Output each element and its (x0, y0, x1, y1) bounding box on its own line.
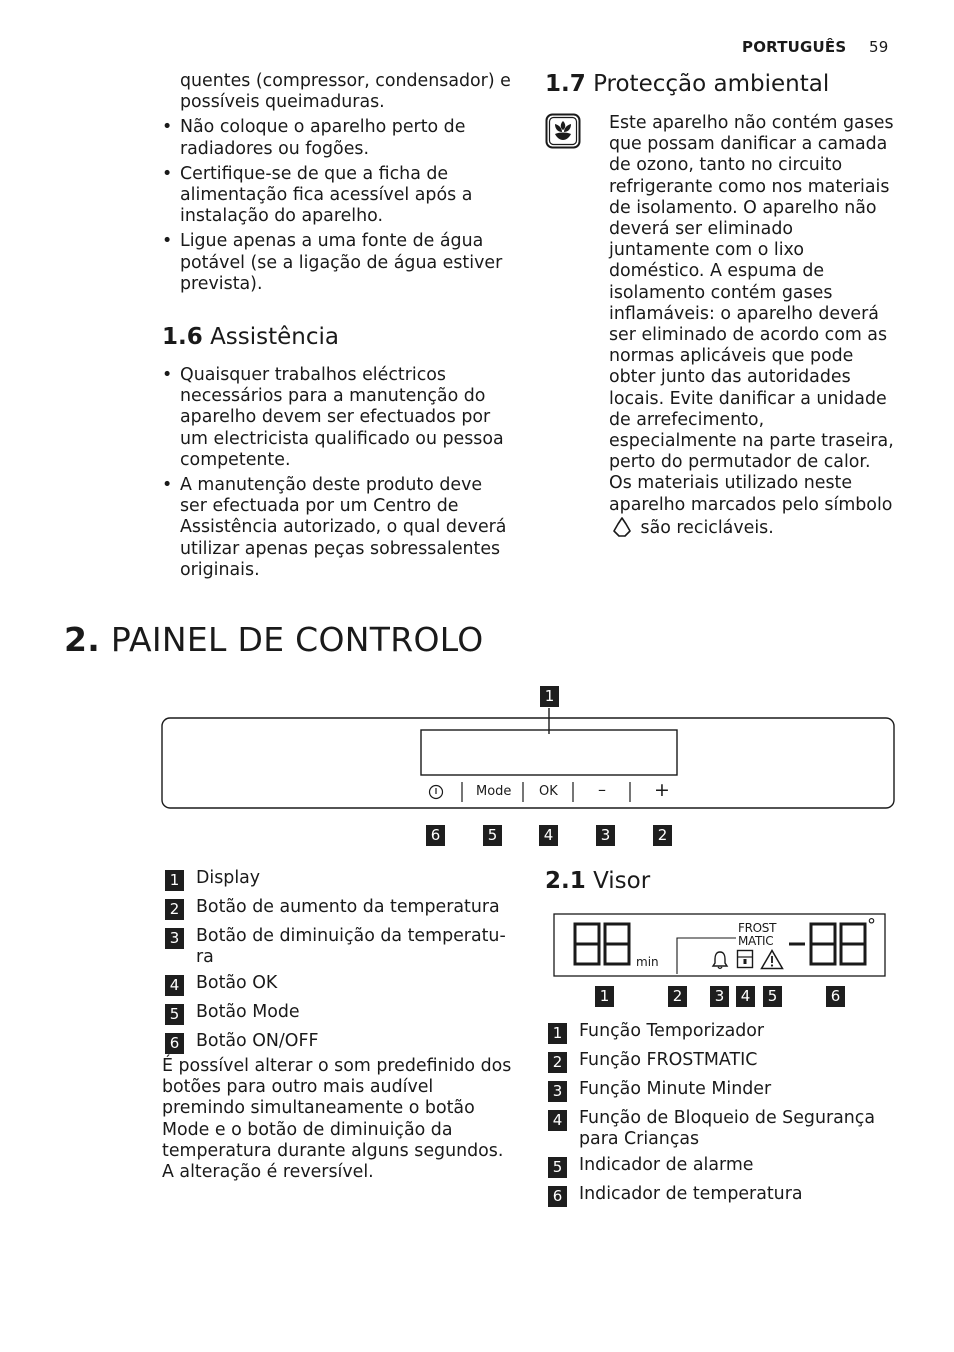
legend-item (165, 1002, 300, 1025)
bullet-item: • Quaisquer trabalhos eléctricos necessários para a manutenção do aparelho devem ser efectuados por um electricista qualificado ou pessoa competente. (162, 365, 514, 471)
section-number: 1.7 (545, 71, 586, 97)
legend-label: Indicador de temperatura (579, 1184, 803, 1204)
section-title: Assistência (210, 324, 340, 350)
legend-label-line: para Crianças (579, 1129, 700, 1149)
warning-icon (760, 949, 784, 974)
display-callout: 5 (763, 986, 782, 1007)
display-legend-item (548, 1155, 754, 1178)
legend-number: 1 (165, 870, 184, 891)
chapter-title: PAINEL DE CONTROLO (110, 620, 484, 659)
lock-icon (736, 949, 754, 973)
power-icon[interactable] (428, 784, 444, 800)
section-1-7-heading (545, 70, 829, 98)
section-1-6-heading (162, 323, 339, 351)
display-callout: 2 (668, 986, 687, 1007)
legend-label-line: Botão de diminuição da temperatu- (196, 926, 506, 946)
legend-number: 1 (548, 1023, 567, 1044)
legend-number: 2 (548, 1052, 567, 1073)
eco-flower-icon (545, 113, 581, 149)
degree-symbol: ° (867, 915, 876, 936)
display-callout: 4 (736, 986, 755, 1007)
minus-button[interactable]: – (598, 780, 606, 799)
environment-text: Este aparelho não contém gases que possam danificar a camada de ozono, tanto no circuito refrigerante como nos materiais de isolamento. O aparelho não deverá ser eliminado juntamente com o lixo doméstico. A espuma de isolamento contém gases inflamáveis: o aparelho deverá ser eliminado de acordo com as normas aplicáveis que pode obter junto das autoridades locais. Evite danificar a unidade de arrefecimento, especialmente na parte traseira, perto do permutador de calor. Os materiais utilizado neste aparelho marcados pelo símbolo (609, 113, 894, 515)
chapter-number: 2. (64, 620, 101, 659)
legend-item (165, 1031, 318, 1054)
display-legend-item (548, 1079, 771, 1102)
plus-button[interactable]: + (654, 779, 670, 801)
bullet-item: • Não coloque o aparelho perto de radiadores ou fogões. (162, 117, 514, 159)
legend-label: Botão OK (196, 973, 278, 993)
min-label: min (636, 955, 659, 969)
callout-display: 1 (540, 686, 559, 707)
legend-label: Botão ON/OFF (196, 1031, 319, 1051)
display-legend-item (548, 1021, 764, 1044)
control-panel-diagram (160, 686, 896, 850)
callout-minus: 3 (596, 825, 615, 846)
legend-item (165, 926, 506, 968)
display-legend-item (548, 1050, 757, 1073)
legend-number: 2 (165, 899, 184, 920)
matic-label: MATIC (738, 934, 774, 948)
callout-plus: 2 (653, 825, 672, 846)
legend-item (165, 973, 277, 996)
section-1-6-bullets (162, 365, 514, 581)
chapter-heading (64, 620, 484, 659)
section-number: 2.1 (545, 868, 586, 894)
panel-note: É possível alterar o som predefinido dos botões para outro mais audível premindo simultaneamente o botão Mode e o botão de diminuição da temperatura durante alguns segundos. A alteração é reversível. (162, 1056, 512, 1183)
display-callout: 3 (710, 986, 729, 1007)
callout-mode: 5 (483, 825, 502, 846)
display-diagram (553, 912, 887, 1012)
legend-label: Função Temporizador (579, 1021, 765, 1041)
frost-label: FROST (738, 921, 777, 935)
section-1-6-body (162, 365, 514, 585)
legend-label (579, 1108, 875, 1150)
section-2-1-heading (545, 867, 650, 895)
display-legend-item (548, 1184, 803, 1207)
recycle-icon (611, 516, 633, 544)
legend-label: Botão Mode (196, 1002, 300, 1022)
section-1-7-text (609, 113, 894, 544)
display-legend-item (548, 1108, 875, 1150)
section-title: Visor (593, 868, 651, 894)
legend-label: Função FROSTMATIC (579, 1050, 758, 1070)
bullet-item: • A manutenção deste produto deve ser efectuada por um Centro de Assistência autorizado, o qual deverá utilizar apenas peças sobressalentes originais. (162, 475, 514, 581)
legend-number: 6 (165, 1033, 184, 1054)
legend-item (165, 868, 260, 891)
callout-on-off: 6 (426, 825, 445, 846)
legend-number: 6 (548, 1186, 567, 1207)
legend-label: Display (196, 868, 261, 888)
legend-number: 3 (165, 928, 184, 949)
legend-number: 5 (165, 1004, 184, 1025)
legend-label-line: ra (196, 947, 214, 967)
continuation-text: quentes (compressor, condensador) e possíveis queimaduras. (180, 71, 511, 113)
legend-number: 4 (548, 1110, 567, 1131)
ok-button[interactable]: OK (539, 784, 558, 799)
legend-label-line: Função de Bloqueio de Segurança (579, 1108, 876, 1128)
header-language: PORTUGUÊS (742, 38, 847, 56)
page-number: 59 (869, 38, 889, 56)
legend-item (165, 897, 500, 920)
legend-number: 3 (548, 1081, 567, 1102)
display-callout: 1 (595, 986, 614, 1007)
environment-text-end: são recicláveis. (640, 517, 774, 538)
legend-label: Botão de aumento da temperatura (196, 897, 500, 917)
bullet-item: • Certifique-se de que a ficha de alimentação fica acessível após a instalação do aparelho. (162, 164, 514, 228)
legend-label (196, 926, 506, 968)
display-callout: 6 (826, 986, 845, 1007)
bell-icon (711, 950, 729, 974)
legend-number: 4 (165, 975, 184, 996)
left-top-bullets (162, 117, 514, 295)
section-number: 1.6 (162, 324, 203, 350)
legend-label: Indicador de alarme (579, 1155, 754, 1175)
section-title: Protecção ambiental (593, 71, 830, 97)
legend-number: 5 (548, 1157, 567, 1178)
left-top-column (162, 71, 514, 299)
callout-ok: 4 (539, 825, 558, 846)
legend-label: Função Minute Minder (579, 1079, 772, 1099)
bullet-item: • Ligue apenas a uma fonte de água potável (se a ligação de água estiver prevista). (162, 231, 514, 295)
mode-button[interactable]: Mode (476, 784, 512, 799)
